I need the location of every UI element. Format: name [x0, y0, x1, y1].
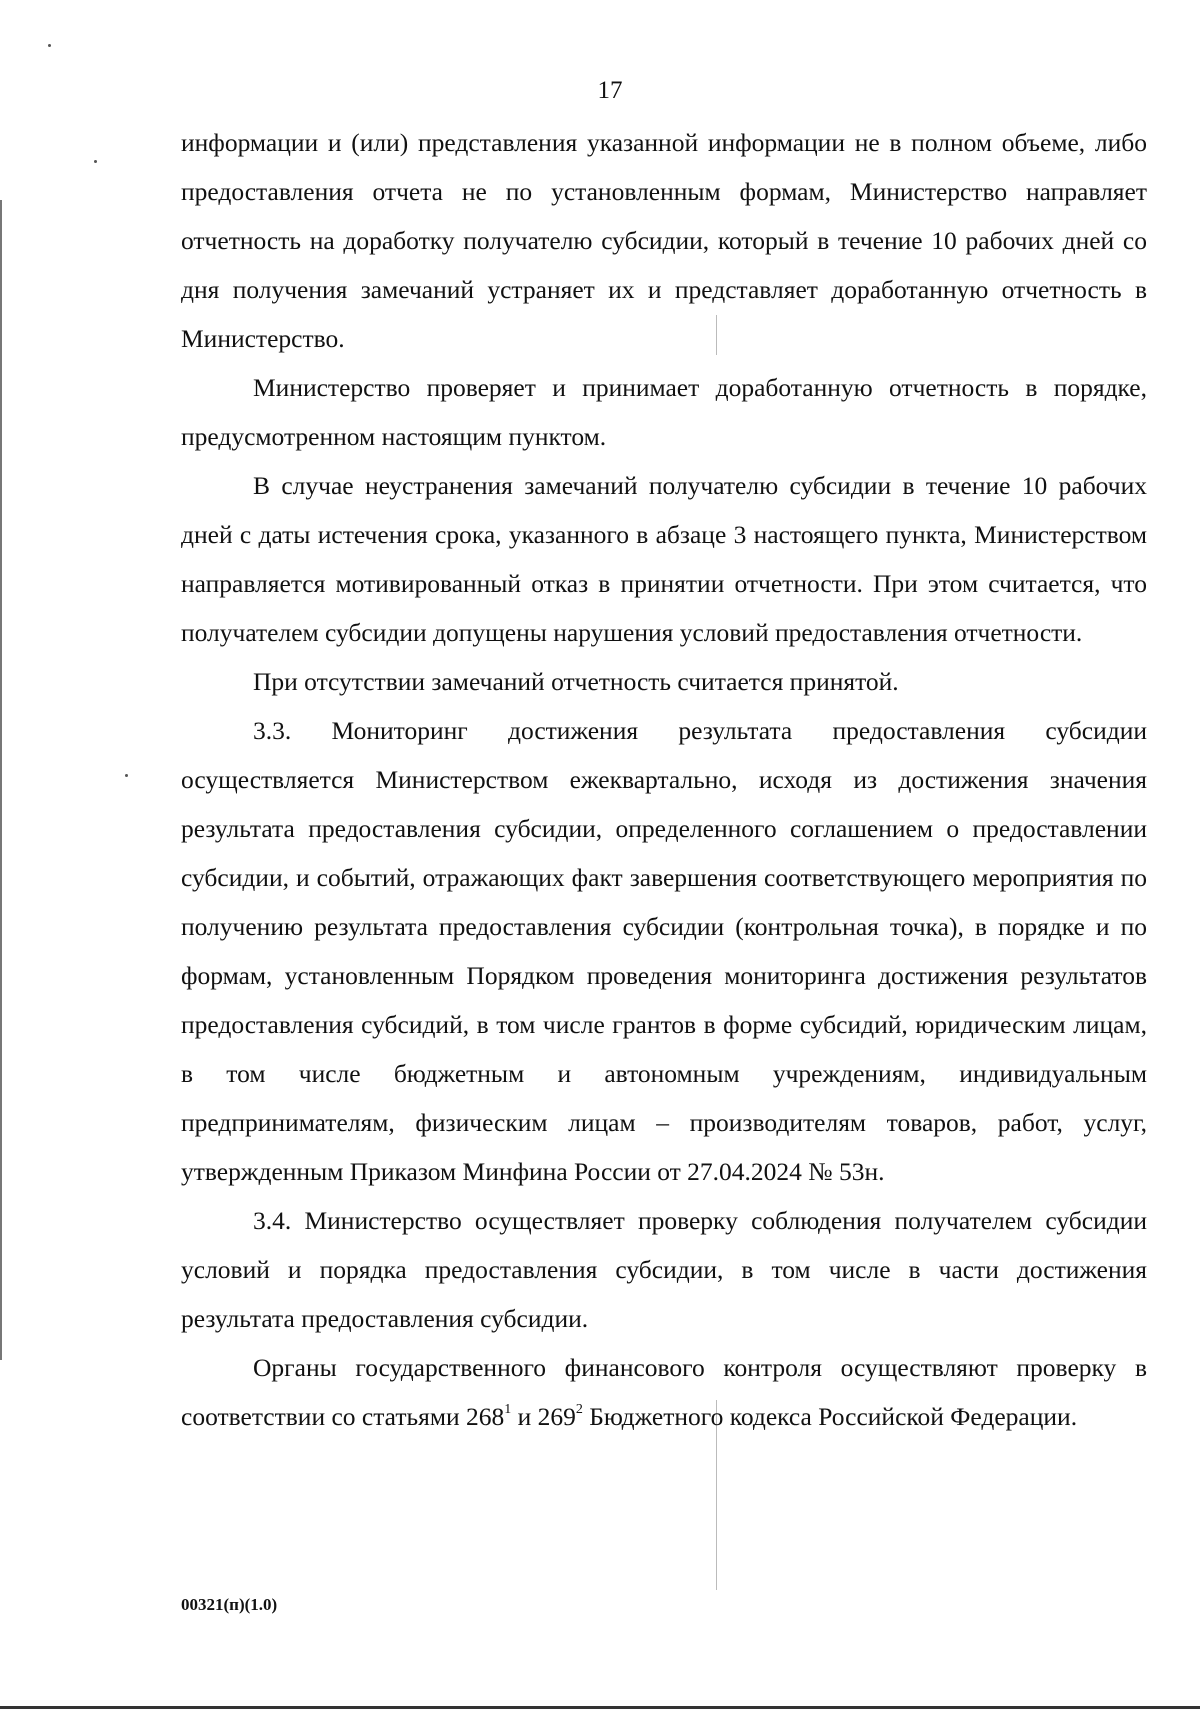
paragraph-text: Органы государственного финансового контроля осуществляют проверку в соответствии со статьями 268: [181, 1353, 1147, 1431]
scan-speck: [94, 160, 97, 163]
scan-edge-bottom: [0, 1706, 1200, 1709]
scan-speck: [48, 44, 51, 47]
page-number: 17: [597, 77, 623, 104]
paragraph-text: и 269: [511, 1402, 576, 1431]
scan-edge-left: [0, 200, 2, 1360]
paragraph: При отсутствии замечаний отчетность считается принятой.: [253, 667, 899, 696]
superscript: 2: [575, 1402, 583, 1417]
paragraph: В случае неустранения замечаний получателю субсидии в течение 10 рабочих дней с даты истечения срока, указанного в абзаце 3 настоящего пункта, Министерством направляется мотивированный отказ в принятии отчетности. При этом считается, что получателем субсидии допущены нарушения условий предоставления отчетности.: [181, 471, 1147, 647]
paragraph-text: Бюджетного кодекса Российской Федерации.: [582, 1402, 1078, 1431]
document-body: [181, 118, 1147, 1441]
paragraph: 3.3. Мониторинг достижения результата предоставления субсидии осуществляется Министерством ежеквартально, исходя из достижения значения результата предоставления субсидии, определенного соглашением о предоставлении субсидии, и событий, отражающих факт завершения соответствующего мероприятия по получению результата предоставления субсидии (контрольная точка), в порядке и по формам, установленным Порядком проведения мониторинга достижения результатов предоставления субсидий, в том числе грантов в форме субсидий, юридическим лицам, в том числе бюджетным и автономным учреждениям, индивидуальным предпринимателям, физическим лицам – производителям товаров, работ, услуг, утвержденным Приказом Минфина России от 27.04.2024 № 53н.: [181, 716, 1147, 1186]
paragraph: информации и (или) представления указанной информации не в полном объеме, либо предоставления отчета не по установленным формам, Министерство направляет отчетность на доработку получателю субсидии, который в течение 10 рабочих дней со дня получения замечаний устраняет их и представляет доработанную отчетность в Министерство.: [181, 128, 1147, 353]
scan-speck: [125, 774, 128, 777]
superscript: 1: [504, 1402, 512, 1417]
paragraph: Министерство проверяет и принимает доработанную отчетность в порядке, предусмотренном настоящим пунктом.: [181, 373, 1147, 451]
document-code: 00321(п)(1.0): [181, 1595, 278, 1614]
paragraph: 3.4. Министерство осуществляет проверку соблюдения получателем субсидии условий и порядка предоставления субсидии, в том числе в части достижения результата предоставления субсидии.: [181, 1206, 1147, 1333]
paragraph-budget-code-reference: [181, 1343, 1147, 1441]
